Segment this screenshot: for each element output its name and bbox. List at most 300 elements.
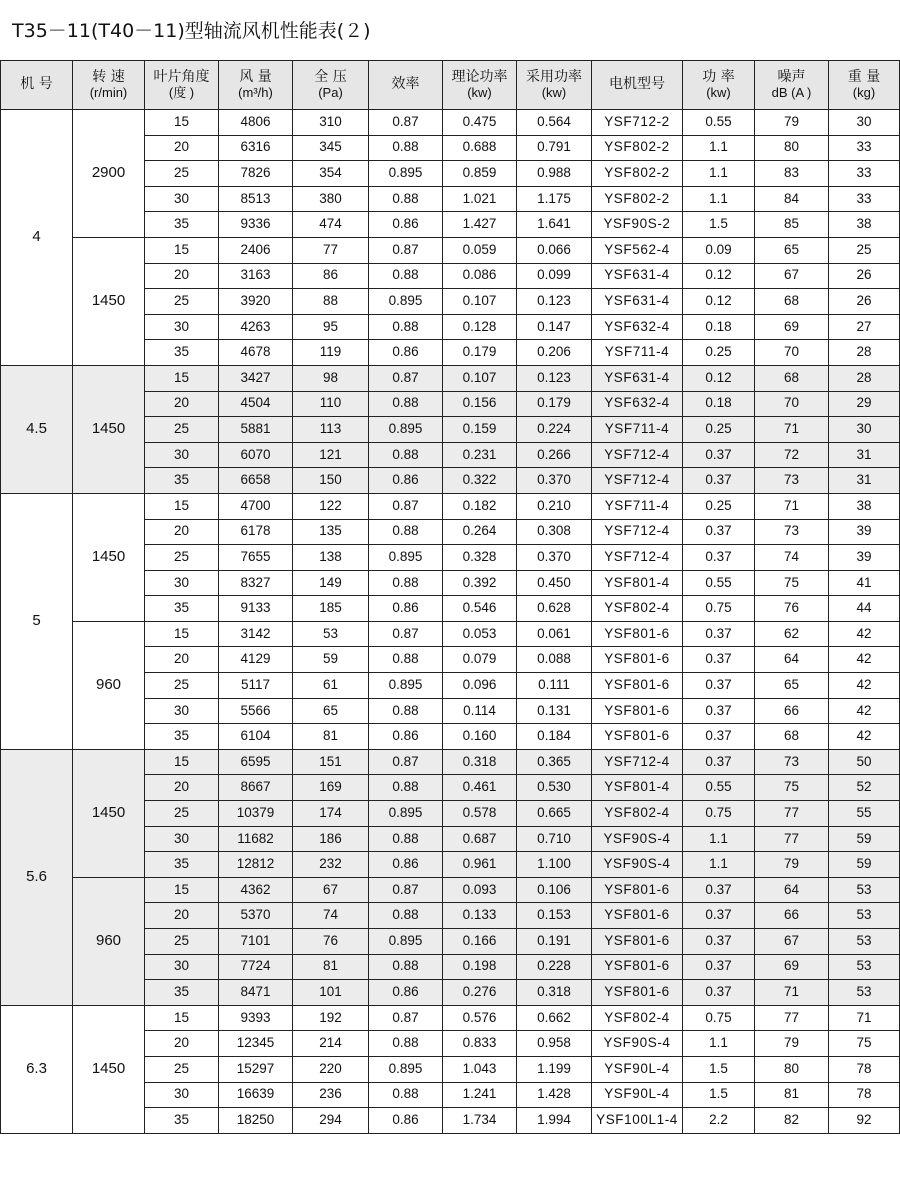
table-row xyxy=(1,621,900,647)
col-header-efficiency xyxy=(369,61,443,110)
efficiency-cell: 0.87 xyxy=(369,493,443,519)
motor-power-cell: 0.37 xyxy=(683,929,755,955)
theoretical-power-cell: 0.461 xyxy=(443,775,517,801)
fan-no-cell: 6.3 xyxy=(1,1005,73,1133)
speed-cell: 1450 xyxy=(73,237,145,365)
noise-cell: 64 xyxy=(755,647,829,673)
noise-cell: 68 xyxy=(755,724,829,750)
efficiency-cell: 0.88 xyxy=(369,519,443,545)
pressure-cell: 149 xyxy=(293,570,369,596)
theoretical-power-cell: 0.687 xyxy=(443,826,517,852)
pressure-cell: 76 xyxy=(293,929,369,955)
motor-model-cell: YSF801-6 xyxy=(592,903,683,929)
blade-angle-cell: 15 xyxy=(145,493,219,519)
efficiency-cell: 0.88 xyxy=(369,186,443,212)
adopted-power-cell: 0.228 xyxy=(517,954,592,980)
weight-cell: 42 xyxy=(829,647,900,673)
adopted-power-cell: 0.791 xyxy=(517,135,592,161)
weight-cell: 33 xyxy=(829,135,900,161)
motor-model-cell: YSF711-4 xyxy=(592,340,683,366)
header-label: 功 率 xyxy=(702,69,735,86)
page-title: T35－11(T40－11)型轴流风机性能表(２) xyxy=(12,20,371,42)
motor-model-cell: YSF631-4 xyxy=(592,289,683,315)
motor-model-cell: YSF632-4 xyxy=(592,314,683,340)
airflow-cell: 6658 xyxy=(219,468,293,494)
theoretical-power-cell: 0.198 xyxy=(443,954,517,980)
motor-model-cell: YSF801-4 xyxy=(592,775,683,801)
weight-cell: 53 xyxy=(829,903,900,929)
pressure-cell: 192 xyxy=(293,1005,369,1031)
motor-model-cell: YSF100L1-4 xyxy=(592,1108,683,1134)
motor-power-cell: 1.1 xyxy=(683,1031,755,1057)
adopted-power-cell: 1.199 xyxy=(517,1056,592,1082)
col-header-theoretical-power xyxy=(443,61,517,110)
blade-angle-cell: 25 xyxy=(145,289,219,315)
efficiency-cell: 0.88 xyxy=(369,314,443,340)
col-header-total-pressure xyxy=(293,61,369,110)
motor-model-cell: YSF802-4 xyxy=(592,596,683,622)
airflow-cell: 4700 xyxy=(219,493,293,519)
noise-cell: 69 xyxy=(755,314,829,340)
airflow-cell: 4806 xyxy=(219,110,293,136)
noise-cell: 66 xyxy=(755,903,829,929)
blade-angle-cell: 25 xyxy=(145,545,219,571)
motor-model-cell: YSF801-6 xyxy=(592,673,683,699)
blade-angle-cell: 25 xyxy=(145,801,219,827)
airflow-cell: 3142 xyxy=(219,621,293,647)
weight-cell: 55 xyxy=(829,801,900,827)
noise-cell: 67 xyxy=(755,263,829,289)
adopted-power-cell: 0.564 xyxy=(517,110,592,136)
motor-power-cell: 0.25 xyxy=(683,417,755,443)
motor-power-cell: 1.1 xyxy=(683,186,755,212)
theoretical-power-cell: 1.241 xyxy=(443,1082,517,1108)
airflow-cell: 8471 xyxy=(219,980,293,1006)
motor-model-cell: YSF801-4 xyxy=(592,570,683,596)
airflow-cell: 3427 xyxy=(219,365,293,391)
theoretical-power-cell: 1.734 xyxy=(443,1108,517,1134)
blade-angle-cell: 15 xyxy=(145,621,219,647)
airflow-cell: 6595 xyxy=(219,749,293,775)
airflow-cell: 12812 xyxy=(219,852,293,878)
theoretical-power-cell: 0.053 xyxy=(443,621,517,647)
noise-cell: 84 xyxy=(755,186,829,212)
theoretical-power-cell: 0.392 xyxy=(443,570,517,596)
theoretical-power-cell: 0.086 xyxy=(443,263,517,289)
adopted-power-cell: 1.994 xyxy=(517,1108,592,1134)
adopted-power-cell: 0.224 xyxy=(517,417,592,443)
motor-model-cell: YSF712-4 xyxy=(592,468,683,494)
weight-cell: 26 xyxy=(829,289,900,315)
weight-cell: 31 xyxy=(829,468,900,494)
adopted-power-cell: 0.179 xyxy=(517,391,592,417)
motor-power-cell: 2.2 xyxy=(683,1108,755,1134)
theoretical-power-cell: 0.833 xyxy=(443,1031,517,1057)
adopted-power-cell: 0.066 xyxy=(517,237,592,263)
efficiency-cell: 0.88 xyxy=(369,1082,443,1108)
blade-angle-cell: 20 xyxy=(145,391,219,417)
noise-cell: 73 xyxy=(755,519,829,545)
header-label: 叶片角度 xyxy=(153,69,210,86)
header-label: 重 量 xyxy=(847,69,881,86)
motor-model-cell: YSF712-4 xyxy=(592,749,683,775)
weight-cell: 78 xyxy=(829,1056,900,1082)
motor-model-cell: YSF801-6 xyxy=(592,621,683,647)
airflow-cell: 18250 xyxy=(219,1108,293,1134)
adopted-power-cell: 1.641 xyxy=(517,212,592,238)
theoretical-power-cell: 0.276 xyxy=(443,980,517,1006)
efficiency-cell: 0.895 xyxy=(369,801,443,827)
noise-cell: 68 xyxy=(755,365,829,391)
adopted-power-cell: 0.988 xyxy=(517,161,592,187)
theoretical-power-cell: 0.179 xyxy=(443,340,517,366)
noise-cell: 65 xyxy=(755,673,829,699)
airflow-cell: 6070 xyxy=(219,442,293,468)
theoretical-power-cell: 0.107 xyxy=(443,365,517,391)
motor-model-cell: YSF802-4 xyxy=(592,1005,683,1031)
header-label: 噪声 xyxy=(777,69,806,86)
motor-model-cell: YSF802-2 xyxy=(592,161,683,187)
efficiency-cell: 0.86 xyxy=(369,852,443,878)
noise-cell: 67 xyxy=(755,929,829,955)
header-label: 效率 xyxy=(391,76,420,93)
adopted-power-cell: 0.710 xyxy=(517,826,592,852)
blade-angle-cell: 20 xyxy=(145,647,219,673)
motor-power-cell: 0.37 xyxy=(683,519,755,545)
pressure-cell: 67 xyxy=(293,877,369,903)
blade-angle-cell: 15 xyxy=(145,877,219,903)
adopted-power-cell: 0.191 xyxy=(517,929,592,955)
header-unit: (度 ) xyxy=(168,84,195,100)
noise-cell: 79 xyxy=(755,1031,829,1057)
noise-cell: 65 xyxy=(755,237,829,263)
efficiency-cell: 0.86 xyxy=(369,340,443,366)
airflow-cell: 7826 xyxy=(219,161,293,187)
noise-cell: 77 xyxy=(755,801,829,827)
motor-model-cell: YSF802-2 xyxy=(592,186,683,212)
weight-cell: 53 xyxy=(829,954,900,980)
airflow-cell: 3920 xyxy=(219,289,293,315)
theoretical-power-cell: 0.859 xyxy=(443,161,517,187)
fan-group xyxy=(1,110,900,366)
blade-angle-cell: 35 xyxy=(145,852,219,878)
airflow-cell: 6178 xyxy=(219,519,293,545)
weight-cell: 44 xyxy=(829,596,900,622)
motor-power-cell: 0.09 xyxy=(683,237,755,263)
motor-power-cell: 0.37 xyxy=(683,980,755,1006)
blade-angle-cell: 25 xyxy=(145,417,219,443)
adopted-power-cell: 0.210 xyxy=(517,493,592,519)
weight-cell: 30 xyxy=(829,417,900,443)
motor-power-cell: 0.37 xyxy=(683,698,755,724)
col-header-speed xyxy=(73,61,145,110)
blade-angle-cell: 30 xyxy=(145,698,219,724)
theoretical-power-cell: 1.427 xyxy=(443,212,517,238)
airflow-cell: 6316 xyxy=(219,135,293,161)
efficiency-cell: 0.88 xyxy=(369,442,443,468)
theoretical-power-cell: 0.160 xyxy=(443,724,517,750)
pressure-cell: 74 xyxy=(293,903,369,929)
pressure-cell: 101 xyxy=(293,980,369,1006)
weight-cell: 42 xyxy=(829,621,900,647)
theoretical-power-cell: 0.264 xyxy=(443,519,517,545)
theoretical-power-cell: 0.688 xyxy=(443,135,517,161)
noise-cell: 71 xyxy=(755,417,829,443)
motor-model-cell: YSF90S-4 xyxy=(592,1031,683,1057)
weight-cell: 42 xyxy=(829,724,900,750)
blade-angle-cell: 35 xyxy=(145,724,219,750)
header-label: 电机型号 xyxy=(609,76,665,93)
efficiency-cell: 0.86 xyxy=(369,468,443,494)
pressure-cell: 186 xyxy=(293,826,369,852)
blade-angle-cell: 20 xyxy=(145,775,219,801)
blade-angle-cell: 30 xyxy=(145,826,219,852)
efficiency-cell: 0.87 xyxy=(369,1005,443,1031)
airflow-cell: 7655 xyxy=(219,545,293,571)
weight-cell: 92 xyxy=(829,1108,900,1134)
pressure-cell: 185 xyxy=(293,596,369,622)
speed-cell: 2900 xyxy=(73,110,145,238)
blade-angle-cell: 20 xyxy=(145,1031,219,1057)
airflow-cell: 7101 xyxy=(219,929,293,955)
theoretical-power-cell: 0.114 xyxy=(443,698,517,724)
efficiency-cell: 0.87 xyxy=(369,749,443,775)
header-unit: (Pa) xyxy=(318,84,343,100)
weight-cell: 31 xyxy=(829,442,900,468)
efficiency-cell: 0.87 xyxy=(369,877,443,903)
motor-power-cell: 0.37 xyxy=(683,903,755,929)
pressure-cell: 354 xyxy=(293,161,369,187)
airflow-cell: 16639 xyxy=(219,1082,293,1108)
header-unit: (kw) xyxy=(706,84,731,100)
col-header-motor-power xyxy=(683,61,755,110)
motor-model-cell: YSF632-4 xyxy=(592,391,683,417)
header-label: 采用功率 xyxy=(526,69,582,86)
airflow-cell: 12345 xyxy=(219,1031,293,1057)
airflow-cell: 9133 xyxy=(219,596,293,622)
noise-cell: 66 xyxy=(755,698,829,724)
theoretical-power-cell: 0.156 xyxy=(443,391,517,417)
efficiency-cell: 0.895 xyxy=(369,545,443,571)
efficiency-cell: 0.895 xyxy=(369,1056,443,1082)
motor-power-cell: 1.5 xyxy=(683,212,755,238)
noise-cell: 69 xyxy=(755,954,829,980)
efficiency-cell: 0.86 xyxy=(369,212,443,238)
pressure-cell: 86 xyxy=(293,263,369,289)
weight-cell: 78 xyxy=(829,1082,900,1108)
airflow-cell: 8327 xyxy=(219,570,293,596)
blade-angle-cell: 25 xyxy=(145,161,219,187)
weight-cell: 52 xyxy=(829,775,900,801)
adopted-power-cell: 0.123 xyxy=(517,365,592,391)
blade-angle-cell: 20 xyxy=(145,263,219,289)
col-header-airflow xyxy=(219,61,293,110)
motor-model-cell: YSF712-4 xyxy=(592,519,683,545)
noise-cell: 80 xyxy=(755,135,829,161)
adopted-power-cell: 0.131 xyxy=(517,698,592,724)
theoretical-power-cell: 0.546 xyxy=(443,596,517,622)
weight-cell: 42 xyxy=(829,673,900,699)
airflow-cell: 9336 xyxy=(219,212,293,238)
efficiency-cell: 0.87 xyxy=(369,621,443,647)
airflow-cell: 3163 xyxy=(219,263,293,289)
adopted-power-cell: 0.308 xyxy=(517,519,592,545)
motor-power-cell: 0.75 xyxy=(683,801,755,827)
weight-cell: 38 xyxy=(829,493,900,519)
noise-cell: 70 xyxy=(755,340,829,366)
blade-angle-cell: 35 xyxy=(145,596,219,622)
noise-cell: 72 xyxy=(755,442,829,468)
weight-cell: 42 xyxy=(829,698,900,724)
col-header-fan-no xyxy=(1,61,73,110)
motor-power-cell: 0.37 xyxy=(683,673,755,699)
blade-angle-cell: 35 xyxy=(145,340,219,366)
header-label: 风 量 xyxy=(239,69,272,86)
adopted-power-cell: 0.088 xyxy=(517,647,592,673)
weight-cell: 39 xyxy=(829,519,900,545)
blade-angle-cell: 30 xyxy=(145,442,219,468)
weight-cell: 27 xyxy=(829,314,900,340)
noise-cell: 62 xyxy=(755,621,829,647)
table-row xyxy=(1,493,900,519)
noise-cell: 82 xyxy=(755,1108,829,1134)
col-header-adopted-power xyxy=(517,61,592,110)
airflow-cell: 7724 xyxy=(219,954,293,980)
blade-angle-cell: 25 xyxy=(145,1056,219,1082)
motor-model-cell: YSF712-4 xyxy=(592,442,683,468)
adopted-power-cell: 0.106 xyxy=(517,877,592,903)
motor-model-cell: YSF801-6 xyxy=(592,980,683,1006)
pressure-cell: 59 xyxy=(293,647,369,673)
theoretical-power-cell: 0.182 xyxy=(443,493,517,519)
pressure-cell: 236 xyxy=(293,1082,369,1108)
efficiency-cell: 0.87 xyxy=(369,110,443,136)
theoretical-power-cell: 0.475 xyxy=(443,110,517,136)
theoretical-power-cell: 0.166 xyxy=(443,929,517,955)
noise-cell: 79 xyxy=(755,852,829,878)
weight-cell: 33 xyxy=(829,161,900,187)
theoretical-power-cell: 0.107 xyxy=(443,289,517,315)
efficiency-cell: 0.88 xyxy=(369,698,443,724)
fan-group xyxy=(1,749,900,1005)
airflow-cell: 6104 xyxy=(219,724,293,750)
header-unit: (kw) xyxy=(467,84,492,100)
pressure-cell: 65 xyxy=(293,698,369,724)
weight-cell: 39 xyxy=(829,545,900,571)
pressure-cell: 220 xyxy=(293,1056,369,1082)
adopted-power-cell: 0.628 xyxy=(517,596,592,622)
motor-power-cell: 0.25 xyxy=(683,340,755,366)
header-unit: (kg) xyxy=(852,84,876,100)
noise-cell: 73 xyxy=(755,468,829,494)
table-header xyxy=(1,61,900,110)
pressure-cell: 53 xyxy=(293,621,369,647)
table-row xyxy=(1,365,900,391)
fan-group xyxy=(1,493,900,749)
blade-angle-cell: 35 xyxy=(145,1108,219,1134)
theoretical-power-cell: 0.159 xyxy=(443,417,517,443)
noise-cell: 75 xyxy=(755,570,829,596)
efficiency-cell: 0.895 xyxy=(369,289,443,315)
weight-cell: 33 xyxy=(829,186,900,212)
table-row xyxy=(1,1005,900,1031)
adopted-power-cell: 0.111 xyxy=(517,673,592,699)
blade-angle-cell: 30 xyxy=(145,186,219,212)
airflow-cell: 5117 xyxy=(219,673,293,699)
weight-cell: 59 xyxy=(829,826,900,852)
adopted-power-cell: 0.370 xyxy=(517,545,592,571)
table-row xyxy=(1,237,900,263)
motor-power-cell: 0.12 xyxy=(683,365,755,391)
theoretical-power-cell: 0.578 xyxy=(443,801,517,827)
pressure-cell: 122 xyxy=(293,493,369,519)
motor-model-cell: YSF631-4 xyxy=(592,365,683,391)
weight-cell: 25 xyxy=(829,237,900,263)
table-row xyxy=(1,749,900,775)
motor-power-cell: 0.55 xyxy=(683,110,755,136)
motor-power-cell: 0.55 xyxy=(683,775,755,801)
motor-power-cell: 0.37 xyxy=(683,749,755,775)
noise-cell: 83 xyxy=(755,161,829,187)
theoretical-power-cell: 0.231 xyxy=(443,442,517,468)
speed-cell: 960 xyxy=(73,621,145,749)
noise-cell: 71 xyxy=(755,980,829,1006)
blade-angle-cell: 30 xyxy=(145,1082,219,1108)
pressure-cell: 138 xyxy=(293,545,369,571)
blade-angle-cell: 15 xyxy=(145,110,219,136)
noise-cell: 68 xyxy=(755,289,829,315)
col-header-weight xyxy=(829,61,900,110)
airflow-cell: 5881 xyxy=(219,417,293,443)
efficiency-cell: 0.86 xyxy=(369,596,443,622)
motor-power-cell: 0.37 xyxy=(683,468,755,494)
header-unit: (m³/h) xyxy=(238,84,273,100)
pressure-cell: 88 xyxy=(293,289,369,315)
theoretical-power-cell: 0.093 xyxy=(443,877,517,903)
adopted-power-cell: 0.206 xyxy=(517,340,592,366)
airflow-cell: 8667 xyxy=(219,775,293,801)
blade-angle-cell: 15 xyxy=(145,749,219,775)
motor-model-cell: YSF711-4 xyxy=(592,493,683,519)
weight-cell: 28 xyxy=(829,365,900,391)
weight-cell: 53 xyxy=(829,980,900,1006)
weight-cell: 30 xyxy=(829,110,900,136)
adopted-power-cell: 0.184 xyxy=(517,724,592,750)
efficiency-cell: 0.88 xyxy=(369,1031,443,1057)
efficiency-cell: 0.88 xyxy=(369,775,443,801)
motor-model-cell: YSF711-4 xyxy=(592,417,683,443)
noise-cell: 79 xyxy=(755,110,829,136)
theoretical-power-cell: 0.576 xyxy=(443,1005,517,1031)
col-header-motor-model xyxy=(592,61,683,110)
motor-model-cell: YSF90S-4 xyxy=(592,852,683,878)
motor-model-cell: YSF802-2 xyxy=(592,135,683,161)
noise-cell: 74 xyxy=(755,545,829,571)
header-label: 理论功率 xyxy=(451,69,508,86)
motor-model-cell: YSF801-6 xyxy=(592,877,683,903)
motor-model-cell: YSF801-6 xyxy=(592,724,683,750)
theoretical-power-cell: 1.043 xyxy=(443,1056,517,1082)
motor-power-cell: 0.12 xyxy=(683,263,755,289)
noise-cell: 85 xyxy=(755,212,829,238)
motor-power-cell: 0.55 xyxy=(683,570,755,596)
pressure-cell: 214 xyxy=(293,1031,369,1057)
blade-angle-cell: 15 xyxy=(145,1005,219,1031)
col-header-blade-angle xyxy=(145,61,219,110)
weight-cell: 29 xyxy=(829,391,900,417)
motor-power-cell: 0.75 xyxy=(683,596,755,622)
speed-cell: 1450 xyxy=(73,749,145,877)
